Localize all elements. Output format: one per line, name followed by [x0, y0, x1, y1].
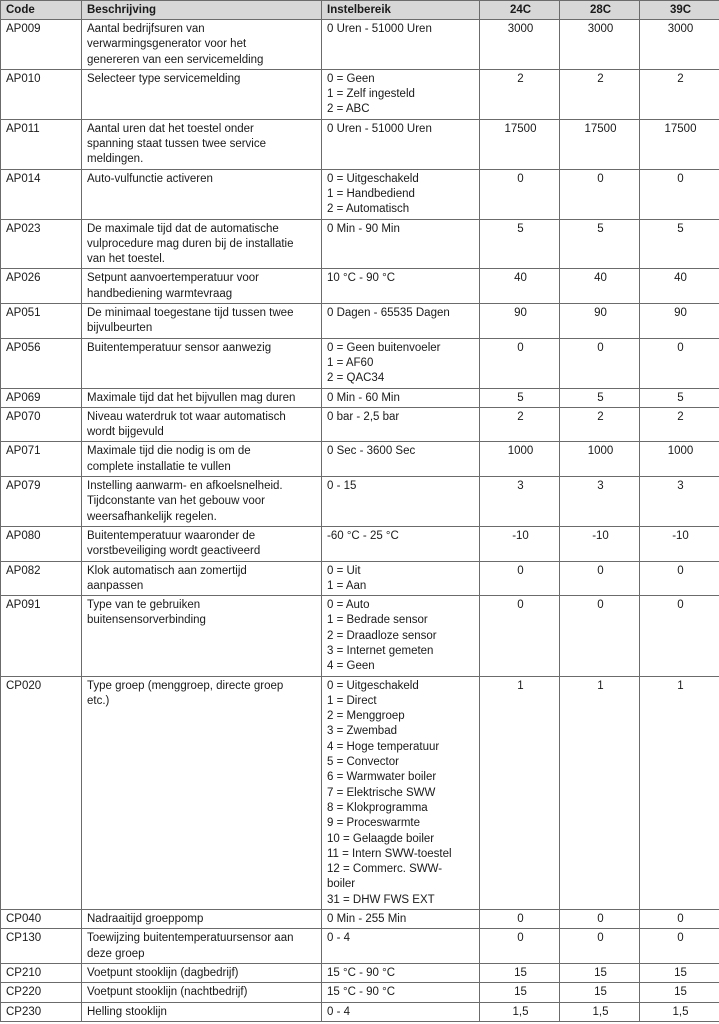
cell-description [82, 963, 322, 982]
description-line: van het toestel. [87, 253, 165, 266]
cell-range [322, 1002, 480, 1021]
cell-range [322, 169, 480, 219]
description-line: Instelling aanwarm- en afkoelsnelheid. [87, 480, 283, 493]
description-line: Tijdconstante van het gebouw voor [87, 495, 265, 508]
description-line: Type groep (menggroep, directe groep [87, 679, 284, 692]
cell-code: CP210 [1, 963, 82, 982]
cell-value-39c: 5 [640, 219, 719, 269]
cell-code: CP230 [1, 1002, 82, 1021]
description-line: Aantal uren dat het toestel onder [87, 122, 254, 135]
cell-range [322, 983, 480, 1002]
range-line: 2 = Automatisch [327, 203, 410, 216]
table-row [1, 1002, 719, 1021]
cell-value-39c: 15 [640, 963, 719, 982]
description-line: buitensensorverbinding [87, 614, 206, 627]
cell-range [322, 119, 480, 169]
cell-value-39c: 0 [640, 596, 719, 676]
range-line: 0 - 4 [327, 1005, 351, 1018]
description-line: verwarmingsgenerator voor het [87, 38, 247, 51]
cell-code: CP040 [1, 910, 82, 929]
header-39c: 39C [640, 1, 719, 20]
cell-value-28c: 0 [560, 929, 640, 964]
description-line: deze groep [87, 947, 145, 960]
cell-description [82, 119, 322, 169]
range-line: 0 - 15 [327, 480, 357, 493]
cell-value-24c: 0 [480, 929, 560, 964]
range-line: 1 = Handbediend [327, 187, 415, 200]
table-body [1, 20, 719, 1022]
description-line: Buitentemperatuur sensor aanwezig [87, 341, 272, 354]
cell-value-24c: 0 [480, 910, 560, 929]
cell-description [82, 526, 322, 561]
description-line: Aantal bedrijfsuren van [87, 23, 205, 35]
cell-value-28c: 3000 [560, 20, 640, 70]
cell-value-39c: 0 [640, 561, 719, 596]
description-line: bijvulbeurten [87, 322, 153, 335]
cell-value-24c: 5 [480, 219, 560, 269]
table-row [1, 442, 719, 477]
description-line: Voetpunt stooklijn (nachtbedrijf) [87, 986, 248, 999]
range-line: 0 Min - 60 Min [327, 391, 400, 404]
cell-range [322, 338, 480, 388]
cell-value-28c: 1000 [560, 442, 640, 477]
cell-code: CP130 [1, 929, 82, 964]
cell-description [82, 477, 322, 527]
cell-range [322, 561, 480, 596]
table-row [1, 407, 719, 442]
cell-value-24c: 40 [480, 269, 560, 304]
cell-value-24c: 5 [480, 388, 560, 407]
description-line: wordt bijgevuld [87, 426, 164, 439]
range-line: 1 = Aan [327, 579, 367, 592]
range-line: 4 = Hoge temperatuur [327, 740, 440, 753]
cell-code: AP069 [1, 388, 82, 407]
cell-value-28c: 15 [560, 983, 640, 1002]
range-line: 0 = Uitgeschakeld [327, 679, 419, 692]
cell-description [82, 561, 322, 596]
cell-description [82, 20, 322, 70]
cell-description [82, 929, 322, 964]
cell-value-28c: 1,5 [560, 1002, 640, 1021]
cell-value-39c: 90 [640, 304, 719, 339]
table-row [1, 269, 719, 304]
cell-description [82, 338, 322, 388]
table-row [1, 963, 719, 982]
table-row [1, 929, 719, 964]
description-line: vorstbeveiliging wordt geactiveerd [87, 545, 261, 558]
header-description: Beschrijving [82, 1, 322, 20]
description-line: aanpassen [87, 579, 144, 592]
cell-range [322, 269, 480, 304]
cell-value-28c: 0 [560, 169, 640, 219]
range-line: 0 Sec - 3600 Sec [327, 445, 416, 458]
cell-description [82, 169, 322, 219]
cell-value-39c: -10 [640, 526, 719, 561]
cell-range [322, 20, 480, 70]
cell-value-28c: 5 [560, 388, 640, 407]
cell-value-28c: 40 [560, 269, 640, 304]
range-line: boiler [327, 878, 356, 891]
table-row [1, 526, 719, 561]
range-line: 0 Min - 90 Min [327, 222, 400, 235]
description-line: Maximale tijd die nodig is om de [87, 445, 251, 458]
range-line: 10 = Gelaagde boiler [327, 832, 435, 845]
cell-description [82, 910, 322, 929]
description-line: etc.) [87, 694, 110, 707]
range-line: 2 = ABC [327, 103, 370, 116]
table-row [1, 304, 719, 339]
range-line: 3 = Zwembad [327, 725, 397, 738]
cell-value-28c: 15 [560, 963, 640, 982]
range-line: 0 - 4 [327, 932, 351, 945]
description-line: Helling stooklijn [87, 1005, 167, 1018]
cell-value-39c: 0 [640, 338, 719, 388]
range-line: 0 = Auto [327, 599, 370, 612]
cell-value-39c: 3000 [640, 20, 719, 70]
cell-range [322, 596, 480, 676]
range-line: 2 = Menggroep [327, 710, 405, 723]
cell-range [322, 219, 480, 269]
cell-range [322, 477, 480, 527]
cell-value-39c: 2 [640, 69, 719, 119]
cell-range [322, 929, 480, 964]
cell-description [82, 596, 322, 676]
table-row [1, 219, 719, 269]
table-row [1, 388, 719, 407]
cell-value-24c: 15 [480, 983, 560, 1002]
cell-value-24c: 0 [480, 169, 560, 219]
description-line: meldingen. [87, 153, 144, 166]
table-row [1, 676, 719, 909]
cell-code: AP011 [1, 119, 82, 169]
description-line: spanning staat tussen twee service [87, 138, 266, 151]
cell-value-24c: 1,5 [480, 1002, 560, 1021]
cell-value-24c: 0 [480, 596, 560, 676]
cell-range [322, 910, 480, 929]
cell-range [322, 963, 480, 982]
cell-value-28c: 0 [560, 596, 640, 676]
header-24c: 24C [480, 1, 560, 20]
cell-value-24c: 2 [480, 407, 560, 442]
description-line: genereren van een servicemelding [87, 53, 264, 66]
range-line: 1 = Direct [327, 694, 377, 707]
cell-value-39c: 2 [640, 407, 719, 442]
range-line: 7 = Elektrische SWW [327, 786, 436, 799]
cell-value-39c: 5 [640, 388, 719, 407]
range-line: 0 Min - 255 Min [327, 913, 407, 926]
description-line: Maximale tijd dat het bijvullen mag duren [87, 391, 296, 404]
header-28c: 28C [560, 1, 640, 20]
range-line: 0 = Uit [327, 564, 361, 577]
description-line: Auto-vulfunctie activeren [87, 172, 213, 185]
cell-value-28c: 90 [560, 304, 640, 339]
description-line: Nadraaitijd groeppomp [87, 913, 204, 926]
cell-description [82, 983, 322, 1002]
cell-code: CP020 [1, 676, 82, 909]
cell-description [82, 219, 322, 269]
description-line: Voetpunt stooklijn (dagbedrijf) [87, 966, 239, 979]
table-row [1, 596, 719, 676]
range-line: 0 = Geen [327, 72, 375, 85]
header-range: Instelbereik [322, 1, 480, 20]
cell-value-39c: 40 [640, 269, 719, 304]
table-row [1, 983, 719, 1002]
description-line: Toewijzing buitentemperatuursensor aan [87, 932, 294, 945]
cell-value-28c: 2 [560, 407, 640, 442]
range-line: 1 = Zelf ingesteld [327, 88, 415, 101]
cell-value-39c: 1000 [640, 442, 719, 477]
description-line: Selecteer type servicemelding [87, 72, 241, 85]
cell-range [322, 526, 480, 561]
range-line: 9 = Proceswarmte [327, 817, 420, 830]
cell-code: AP082 [1, 561, 82, 596]
range-line: 6 = Warmwater boiler [327, 771, 437, 784]
cell-code: AP026 [1, 269, 82, 304]
range-line: 0 Uren - 51000 Uren [327, 122, 432, 135]
cell-description [82, 407, 322, 442]
range-line: 1 = AF60 [327, 356, 374, 369]
cell-value-28c: 1 [560, 676, 640, 909]
table-row [1, 119, 719, 169]
cell-value-24c: 2 [480, 69, 560, 119]
cell-value-28c: 2 [560, 69, 640, 119]
cell-code: AP079 [1, 477, 82, 527]
range-line: 4 = Geen [327, 660, 375, 673]
cell-value-24c: 90 [480, 304, 560, 339]
description-line: Klok automatisch aan zomertijd [87, 564, 247, 577]
table-row [1, 338, 719, 388]
description-line: De minimaal toegestane tijd tussen twee [87, 307, 294, 320]
cell-value-24c: 0 [480, 338, 560, 388]
range-line: 10 °C - 90 °C [327, 272, 396, 285]
cell-code: AP014 [1, 169, 82, 219]
header-code: Code [1, 1, 82, 20]
table-row [1, 910, 719, 929]
table-row [1, 20, 719, 70]
cell-code: AP010 [1, 69, 82, 119]
cell-range [322, 442, 480, 477]
cell-value-28c: 0 [560, 338, 640, 388]
description-line: handbediening warmtevraag [87, 287, 233, 300]
cell-description [82, 69, 322, 119]
table-row [1, 477, 719, 527]
cell-value-24c: -10 [480, 526, 560, 561]
range-line: 11 = Intern SWW-toestel [327, 847, 452, 860]
cell-code: AP056 [1, 338, 82, 388]
cell-value-28c: 3 [560, 477, 640, 527]
cell-value-39c: 0 [640, 929, 719, 964]
cell-value-28c: 5 [560, 219, 640, 269]
range-line: 2 = QAC34 [327, 372, 385, 385]
cell-value-24c: 17500 [480, 119, 560, 169]
cell-value-39c: 1,5 [640, 1002, 719, 1021]
table-header-row [1, 1, 719, 20]
cell-description [82, 269, 322, 304]
cell-value-24c: 15 [480, 963, 560, 982]
cell-value-28c: 0 [560, 910, 640, 929]
cell-code: AP023 [1, 219, 82, 269]
cell-value-24c: 1 [480, 676, 560, 909]
description-line: Niveau waterdruk tot waar automatisch [87, 410, 286, 423]
cell-value-39c: 15 [640, 983, 719, 1002]
range-line: 0 bar - 2,5 bar [327, 410, 400, 423]
cell-code: AP080 [1, 526, 82, 561]
description-line: vulprocedure mag duren bij de installatie [87, 237, 294, 250]
cell-code: AP051 [1, 304, 82, 339]
cell-description [82, 388, 322, 407]
table-row [1, 169, 719, 219]
cell-description [82, 1002, 322, 1021]
cell-range [322, 304, 480, 339]
range-line: 15 °C - 90 °C [327, 986, 396, 999]
cell-code: AP091 [1, 596, 82, 676]
range-line: 8 = Klokprogramma [327, 801, 428, 814]
cell-description [82, 676, 322, 909]
description-line: Type van te gebruiken [87, 599, 201, 612]
cell-range [322, 388, 480, 407]
description-line: weersafhankelijk regelen. [87, 510, 217, 523]
cell-range [322, 69, 480, 119]
range-line: -60 °C - 25 °C [327, 529, 399, 542]
range-line: 15 °C - 90 °C [327, 966, 396, 979]
range-line: 1 = Bedrade sensor [327, 614, 428, 627]
description-line: complete installatie te vullen [87, 460, 231, 473]
cell-value-24c: 3 [480, 477, 560, 527]
cell-value-28c: 17500 [560, 119, 640, 169]
range-line: 0 Dagen - 65535 Dagen [327, 307, 450, 320]
range-line: 2 = Draadloze sensor [327, 629, 437, 642]
cell-range [322, 676, 480, 909]
table-row [1, 561, 719, 596]
cell-value-24c: 1000 [480, 442, 560, 477]
range-line: 0 = Geen buitenvoeler [327, 341, 441, 354]
cell-code: AP070 [1, 407, 82, 442]
description-line: Setpunt aanvoertemperatuur voor [87, 272, 259, 285]
description-line: Buitentemperatuur waaronder de [87, 529, 256, 542]
range-line: 31 = DHW FWS EXT [327, 893, 435, 906]
cell-value-39c: 1 [640, 676, 719, 909]
cell-value-39c: 17500 [640, 119, 719, 169]
table-row [1, 69, 719, 119]
range-line: 0 Uren - 51000 Uren [327, 23, 432, 35]
cell-code: AP071 [1, 442, 82, 477]
cell-code: CP220 [1, 983, 82, 1002]
cell-description [82, 304, 322, 339]
cell-code: AP009 [1, 20, 82, 70]
cell-value-28c: -10 [560, 526, 640, 561]
cell-value-24c: 3000 [480, 20, 560, 70]
cell-range [322, 407, 480, 442]
cell-value-24c: 0 [480, 561, 560, 596]
cell-value-28c: 0 [560, 561, 640, 596]
range-line: 0 = Uitgeschakeld [327, 172, 419, 185]
cell-description [82, 442, 322, 477]
range-line: 3 = Internet gemeten [327, 644, 434, 657]
range-line: 5 = Convector [327, 756, 399, 769]
cell-value-39c: 3 [640, 477, 719, 527]
range-line: 12 = Commerc. SWW- [327, 863, 443, 876]
cell-value-39c: 0 [640, 169, 719, 219]
description-line: De maximale tijd dat de automatische [87, 222, 279, 235]
cell-value-39c: 0 [640, 910, 719, 929]
